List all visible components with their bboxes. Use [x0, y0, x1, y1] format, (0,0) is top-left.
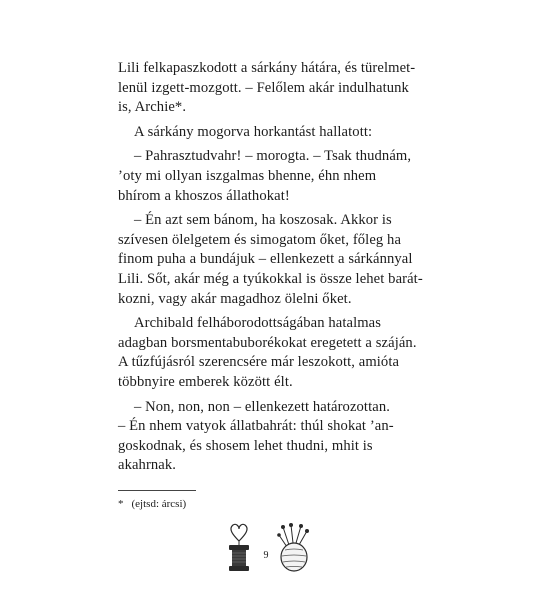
- paragraph: [118, 59, 414, 118]
- text-line: finom puha a bundájuk – ellenkezett a sárkánnyal: [118, 251, 413, 268]
- text-line: lenül izgett-mozgott. – Felőlem akár indulhatunk: [118, 79, 409, 96]
- text-line: adagban borsmentabuborékokat eregetett a száján.: [118, 334, 417, 351]
- text-line: Lili. Sőt, akár még a tyúkokkal is össze lehet barát-: [118, 270, 423, 287]
- text-line: A tűzfújásról szerencsére már leszokott, amióta: [118, 354, 400, 371]
- text-line: – Pahrasztudvahr! – morogta. – Tsak thudnám,: [134, 148, 412, 165]
- text-line: kozni, vagy akár magadhoz ölelni őket.: [118, 290, 352, 307]
- heart-thread-spool-icon: [224, 523, 254, 573]
- text-line: bhírom a khoszos állathokat!: [118, 187, 290, 204]
- text-line: – Én nhem vatyok állatbahrát: thúl shokat ’an-: [118, 418, 394, 435]
- text-line: Archibald felháborodottságában hatalmas: [134, 315, 382, 332]
- text-line: A sárkány mogorva horkantást hallatott:: [134, 123, 373, 140]
- text-line: goskodnak, és shosem lehet thudni, mhit is: [118, 437, 373, 454]
- footnote-marker: *: [118, 498, 124, 510]
- paragraph: [118, 147, 414, 206]
- paragraph: [118, 398, 414, 476]
- text-line: ’oty mi ollyan iszgalmas bhenne, éhn nhem: [118, 167, 377, 184]
- text-line: akahrnak.: [118, 457, 177, 474]
- footnote: [118, 497, 186, 511]
- text-line: – Non, non, non – ellenkezett határozottan.: [134, 398, 390, 415]
- paragraph: [118, 123, 414, 143]
- text-line: is, Archie*.: [118, 99, 187, 116]
- footnote-rule: [118, 490, 196, 491]
- text-line: Lili felkapaszkodott a sárkány hátára, és türelmet-: [118, 60, 416, 76]
- paragraph: [118, 314, 417, 392]
- text-line: többnyire emberek között élt.: [118, 373, 293, 390]
- paragraph: [118, 211, 423, 309]
- page-number: 9: [263, 550, 269, 561]
- text-line: – Én azt sem bánom, ha koszosak. Akkor is: [134, 212, 392, 229]
- footnote-text: (ejtsd: árcsi): [131, 498, 187, 510]
- body-text: [118, 59, 423, 476]
- text-line: szívesen ölelgetem és simogatom őket, főleg ha: [118, 231, 402, 248]
- pincushion-icon: [277, 523, 311, 573]
